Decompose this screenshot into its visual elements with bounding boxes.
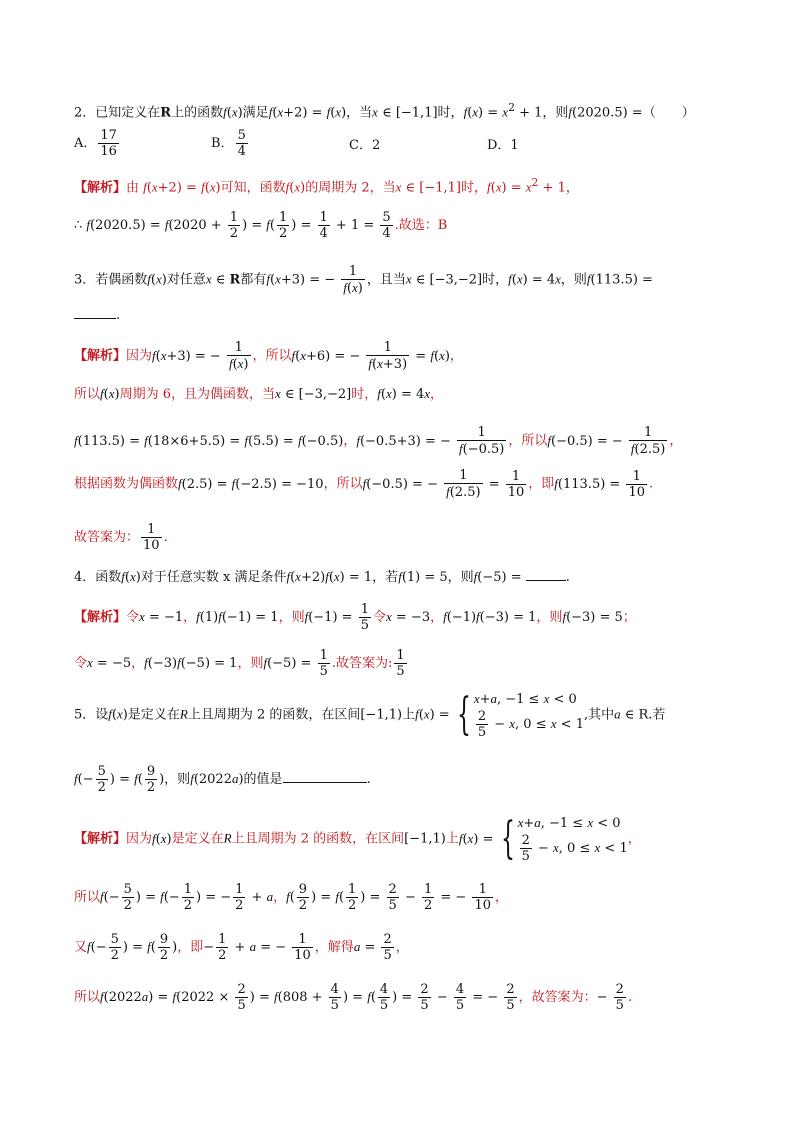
q5-stem-line2: f(− $\frac{5}{2}$ ) = f( $\frac{9}{2}$ )，则f(2022a)的值是 . [74,764,371,795]
q3-solution-line4: 根据函数为偶函数f(2.5) = f(−2.5) = −10，所以f(−0.5) = − $\frac{1}{f(2.5)}$ = $\frac{1}{10}$ ，即f(113.5) = $\frac{1}{10}$ . [74,468,654,500]
q5-solution-line4: 所以f(2022a) = f(2022 × $\frac{2}{5}$ ) = f(808 + $\frac{4}{5}$ ) = f( $\frac{4}{5}$ ) = $\frac{2}{5}$ − $\frac{4}{5}$ = − $\frac{2}{5}$ ，故答案为：− $\frac{2}{5}$ . [74,982,633,1013]
q5-solution-line1: 【解析】因为f(x)是定义在R上且周期为 2 的函数，在区间[−1,1)上f(x) = { x+a, −1 ≤ x < 0 $\frac{2}{5}$ − x, 0 ≤ x < 1 ， [74,813,641,864]
q2-solution-line2: ∴ f(2020.5) = f(2020 + $\frac{1}{2}$ ) = f( $\frac{1}{2}$ ) = $\frac{1}{4}$ + 1 = $\frac{5}{4}$ .故选：B [74,210,448,241]
q3-answer-blank: . [74,304,120,326]
q3-solution-line1: 【解析】因为f(x+3) = − $\frac{1}{f(x)}$ ，所以f(x+6) = − $\frac{1}{f(x+3)}$ = f(x)， [74,340,463,372]
q2-option-c: C．2 [349,138,381,153]
q2-option-d: D．1 [487,138,519,153]
q3-solution-line5: 故答案为： $\frac{1}{10}$ . [74,522,168,553]
q2-option-a: A． $\frac{17}{16}$ [74,128,117,159]
q4-solution-line1: 【解析】令x = −1，f(1)f(−1) = 1，则f(−1) = $\frac{1}{5}$ 令x = −3，f(−1)f(−3) = 1，则f(−3) = 5； [74,602,636,633]
q3-stem: 3．若偶函数f(x)对任意x ∈ R都有f(x+3) = − $\frac{1}{f(x)}$ ，且当x ∈ [−3,−2]时，f(x) = 4x，则f(113.5) = [74,264,653,296]
q4-solution-line2: 令x = −5，f(−3)f(−5) = 1，则f(−5) = $\frac{1}{5}$ .故答案为: $\frac{1}{5}$ [74,648,405,679]
q3-solution-line3: f(113.5) = f(18×6+5.5) = f(5.5) = f(−0.5)，f(−0.5+3) = − $\frac{1}{f(-0.5)}$ ，所以f(−0.5) = − $\frac{1}{f(2.5)}$ ， [74,425,683,457]
q4-stem: 4．函数f(x)对于任意实数 x 满足条件f(x+2)f(x) = 1，若f(1) = 5，则f(−5) = . [74,566,570,588]
q2-option-b: B． $\frac{5}{4}$ [211,128,246,159]
q5-solution-line2: 所以f(− $\frac{5}{2}$ ) = f(− $\frac{1}{2}$ ) = − $\frac{1}{2}$ + a，f( $\frac{9}{2}$ ) = f( $\frac{1}{2}$ ) = $\frac{2}{5}$ − $\frac{1}{2}$ = − $\frac{1}{10}$ ， [74,882,509,913]
q5-solution-line3: 又f(− $\frac{5}{2}$ ) = f( $\frac{9}{2}$ )，即− $\frac{1}{2}$ + a = − $\frac{1}{10}$ ，解得a = $\frac{2}{5}$ ， [74,932,409,963]
q2-solution-line1: 【解析】由 f(x+2) = f(x)可知，函数f(x)的周期为 2，当x ∈ [−1,1]时，$f(x) = x^2 + 1$， [74,176,579,196]
q5-stem: 5．设f(x)是定义在R上且周期为 2 的函数，在区间[−1,1)上f(x) = { x+a, −1 ≤ x < 0 $\frac{2}{5}$ − x, 0 ≤ x < 1 ,其中a ∈ R.若 [74,689,666,740]
q3-solution-line2: 所以f(x)周期为 6，且为偶函数，当x ∈ [−3,−2]时，f(x) = 4x， [74,386,444,402]
q2-stem: 2．已知定义在R上的函数f(x)满足f(x+2) = f(x)，当x ∈ [−1,1]时，$f(x) = x^2 + 1$，则f(2020.5) =（ ） [74,101,695,121]
